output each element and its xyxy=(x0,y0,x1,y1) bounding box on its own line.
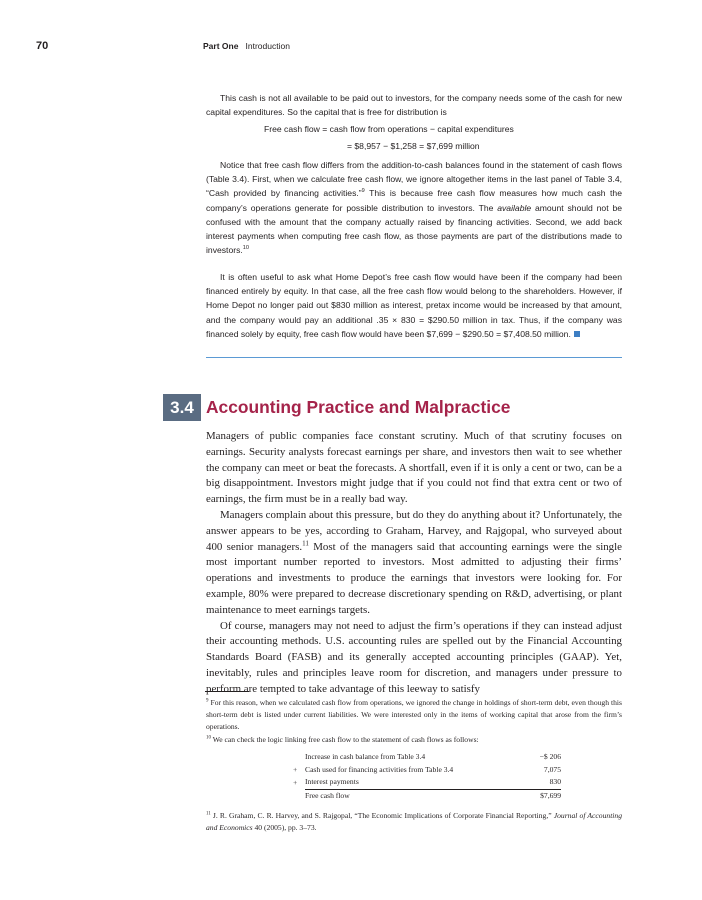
footnote-10 xyxy=(206,734,622,746)
section-title: Accounting Practice and Malpractice xyxy=(206,397,511,417)
page-number: 70 xyxy=(36,40,49,52)
box-p2-text-c: amount should not be confused with the amount that the company actually raised by financing activities. Second, we add back interest payments when computing free cash flow, as those payments are part of the distributions made to investors. xyxy=(206,202,622,256)
table-cell-prefix xyxy=(293,789,305,802)
footnote-11-text-a: J. R. Graham, C. R. Harvey, and S. Rajgopal, “The Economic Implications of Corporate Financial Reporting,” xyxy=(212,811,554,820)
equation-calculation: = $8,957 − $1,258 = $7,699 million xyxy=(347,141,480,151)
table-cell-value: 7,075 xyxy=(543,764,561,774)
footnote-9 xyxy=(206,697,622,732)
footnote-11 xyxy=(206,810,622,834)
table-cell-label: Interest payments xyxy=(305,776,501,789)
equation-free-cash-flow: Free cash flow = cash flow from operations − capital expenditures xyxy=(264,124,514,134)
footnote-ref-11[interactable]: 11 xyxy=(302,538,309,547)
table-cell-prefix: + xyxy=(293,764,298,774)
table-cell-label: Increase in cash balance from Table 3.4 xyxy=(305,752,426,762)
box-p2-italic: available xyxy=(497,202,532,213)
table-cell-value: −$ 206 xyxy=(539,752,561,762)
box-paragraph-1: This cash is not all available to be paid out to investors, for the company needs some of the cash for new capital expenditures. So the capital that is free for distribution is xyxy=(206,93,622,118)
table-row xyxy=(293,776,561,789)
section-paragraph-2 xyxy=(206,508,622,619)
running-header xyxy=(203,41,290,51)
footnote-9-text: For this reason, when we calculated cash flow from operations, we ignored the change in holdings of short-term debt, even though this short-term debt is listed under current liabilities. We were interested only in the items of working capital that arose from the firm’s operations. xyxy=(206,698,622,731)
table-cell-prefix: + xyxy=(293,777,298,787)
part-title: Introduction xyxy=(245,41,290,51)
table-row xyxy=(293,789,561,802)
table-cell-label: Free cash flow xyxy=(305,790,350,800)
section-p2-text-a: Managers complain about this pressure, but do they do anything about it? Unfortunately, the answer appears to be yes, according to Graham, Harvey, and Rajgopal, who surveyed about 400 senior managers. xyxy=(206,508,622,553)
end-of-box-square-icon xyxy=(574,331,580,337)
footnote-10-text: We can check the logic linking free cash flow to the statement of cash flows as follows: xyxy=(212,735,479,744)
table-cell-value: $7,699 xyxy=(540,790,561,800)
section-p2-text-b: Most of the managers said that accounting earnings were the single most important number reported to investors. Most admitted to adjusting their firms’ operations and investments to produce the earnings that investors were looking for. For example, 80% were prepared to decrease discretionary spending on R&D, advertising, or plant maintenance to meet earnings targets. xyxy=(206,540,622,616)
box-p2-text-b: This is because free cash flow measures how much cash the company’s operations generate for possible distribution to investors. The xyxy=(206,188,622,213)
footnote-10-number: 10 xyxy=(206,735,211,741)
cash-flow-table xyxy=(293,751,561,802)
section-paragraph-1: Managers of public companies face constant scrutiny. Much of that scrutiny focuses on earnings. Security analysts forecast earnings per share, and investors then wait to see whether the company can meet or beat the forecasts. A shortfall, even if it is only a cent or two, can be a big disappointment. Investors might judge that if you could not find that extra cent or two of earnings, the firm must be in a really bad way. xyxy=(206,430,622,506)
section-body xyxy=(206,429,622,698)
footnote-11-number: 11 xyxy=(206,811,211,817)
box-paragraph-2 xyxy=(206,158,622,257)
box-p3-text: It is often useful to ask what Home Depot’s free cash flow would have been if the company had been financed entirely by equity. In that case, all the free cash flow would belong to the shareholders. However, if Home Depot no longer paid out $830 million as interest, pretax income would be increased by that amount, and the company would pay an additional .35 × 830 = $290.50 million in tax. Thus, if the company was financed solely by equity, free cash flow would have been $7,699 − $290.50 = $7,408.50 million. xyxy=(206,272,622,339)
table-cell-prefix xyxy=(293,751,305,764)
table-cell-label: Cash used for financing activities from Table 3.4 xyxy=(305,764,454,774)
box-paragraph-3 xyxy=(206,270,622,341)
footnote-rule xyxy=(205,691,249,692)
section-number-badge: 3.4 xyxy=(163,394,201,421)
footnote-ref-9[interactable]: 9 xyxy=(361,188,365,195)
part-label: Part One xyxy=(203,41,239,51)
section-paragraph-3: Of course, managers may not need to adjust the firm’s operations if they can instead adjust their accounting methods. U.S. accounting rules are spelled out by the Financial Accounting Standards Board (FASB) and its generally accepted accounting principles (GAAP). Yet, inevitably, rules and principles leave room for discretion, and managers under pressure to perform are tempted to take advantage of this leeway to satisfy xyxy=(206,619,622,695)
footnote-ref-10[interactable]: 10 xyxy=(242,245,249,252)
footnote-11-text-b: 40 (2005), pp. 3–73. xyxy=(252,822,317,832)
table-row xyxy=(293,751,561,764)
footnote-9-number: 9 xyxy=(206,698,209,704)
box-p2-text-a: Notice that free cash flow differs from the addition-to-cash balances found in the statement of cash flows (Table 3.4). First, when we calculate free cash flow, we ignore altogether items in the last panel of Table 3.4, “Cash provided by financing activities.” xyxy=(206,160,622,199)
box-bottom-rule xyxy=(206,357,622,358)
table-row xyxy=(293,764,561,777)
table-cell-value: 830 xyxy=(501,776,561,789)
footnote-11-journal: Journal of Accounting and Economics xyxy=(206,811,623,832)
